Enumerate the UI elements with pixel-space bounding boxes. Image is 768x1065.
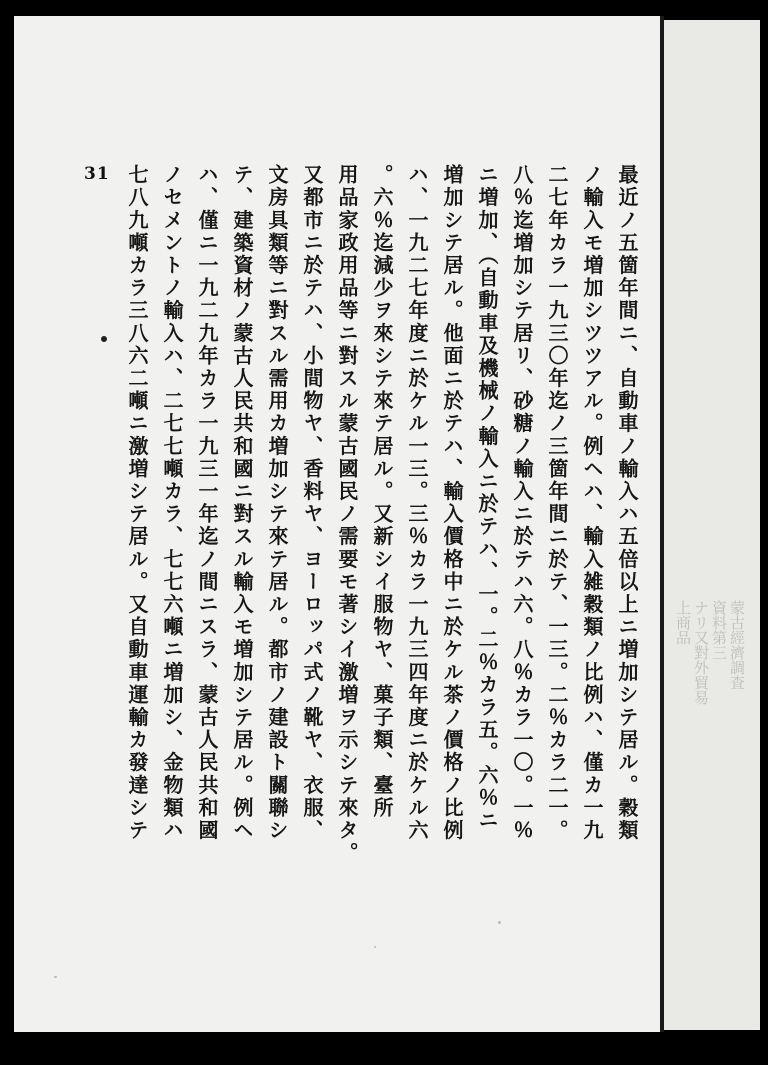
ink-dot [101, 336, 107, 342]
text-column-7: ハ、一九二七年度ニ於ケル一三。三％カラ一九三四年度ニ於ケル六 [405, 164, 429, 842]
paper-speck [498, 921, 501, 924]
text-column-1: 最近ノ五箇年間ニ、自動車ノ輸入ハ五倍以上ニ増加シテ居ル。穀類 [615, 164, 639, 842]
bleed-through-column-2: 資料第三 [710, 600, 728, 660]
bleed-through-column-1: 蒙古經濟調査 [728, 600, 746, 690]
text-column-4: 八％迄増加シテ居リ、砂糖ノ輸入ニ於テハ六。八％カラ一〇。一％ [510, 164, 534, 842]
text-column-3: 二七年カラ一九三〇年迄ノ三箇年間ニ於テ、一三。二％カラ二一。 [545, 164, 569, 842]
text-column-11: 文房具類等ニ對スル需用カ増加シテ來テ居ル。都市ノ建設ト關聯シ [265, 164, 289, 842]
text-column-12: テ、建築資材ノ蒙古人民共和國ニ對スル輸入モ増加シテ居ル。例ヘ [230, 164, 254, 842]
paper-speck [54, 976, 57, 978]
bleed-through-column-4: 上商品 [674, 600, 692, 645]
text-column-10: 又都市ニ於テハ、小間物ヤ、香料ヤ、ヨーロッパ式ノ靴ヤ、衣服、 [300, 164, 324, 842]
page-number: 31 [84, 164, 110, 184]
text-column-14: ノセメントノ輸入ハ、二七七噸カラ、七七六噸ニ増加シ、金物類ハ [160, 164, 184, 842]
adjacent-page-edge [664, 20, 760, 1030]
bleed-through-column-3: ナリ又對外貿易 [692, 600, 710, 705]
document-page [14, 16, 660, 1032]
text-column-8: 。六％迄減少ヲ來シテ來テ居ル。又新シイ服物ヤ、菓子類、臺所 [370, 164, 394, 820]
text-column-9: 用品家政用品等ニ對スル蒙古國民ノ需要モ著シイ激増ヲ示シテ來タ。 [335, 164, 359, 865]
text-column-6: 増加シテ居ル。他面ニ於テハ、輸入價格中ニ於ケル茶ノ價格ノ比例 [440, 164, 464, 842]
paper-speck [374, 946, 376, 948]
text-column-5: ニ増加、（自動車及機械ノ輸入ニ於テハ、一。二％カラ五。六％ニ [475, 164, 499, 832]
text-column-13: ハ、僅ニ一九二九年カラ一九三一年迄ノ間ニスラ、蒙古人民共和國 [195, 164, 219, 842]
text-column-15: 七八九噸カラ三八六二噸ニ激増シテ居ル。又自動車運輸カ發達シテ [125, 164, 149, 842]
text-column-2: ノ輸入モ増加シツツアル。例ヘハ、輸入雑穀類ノ比例ハ、僅カ一九 [580, 164, 604, 842]
